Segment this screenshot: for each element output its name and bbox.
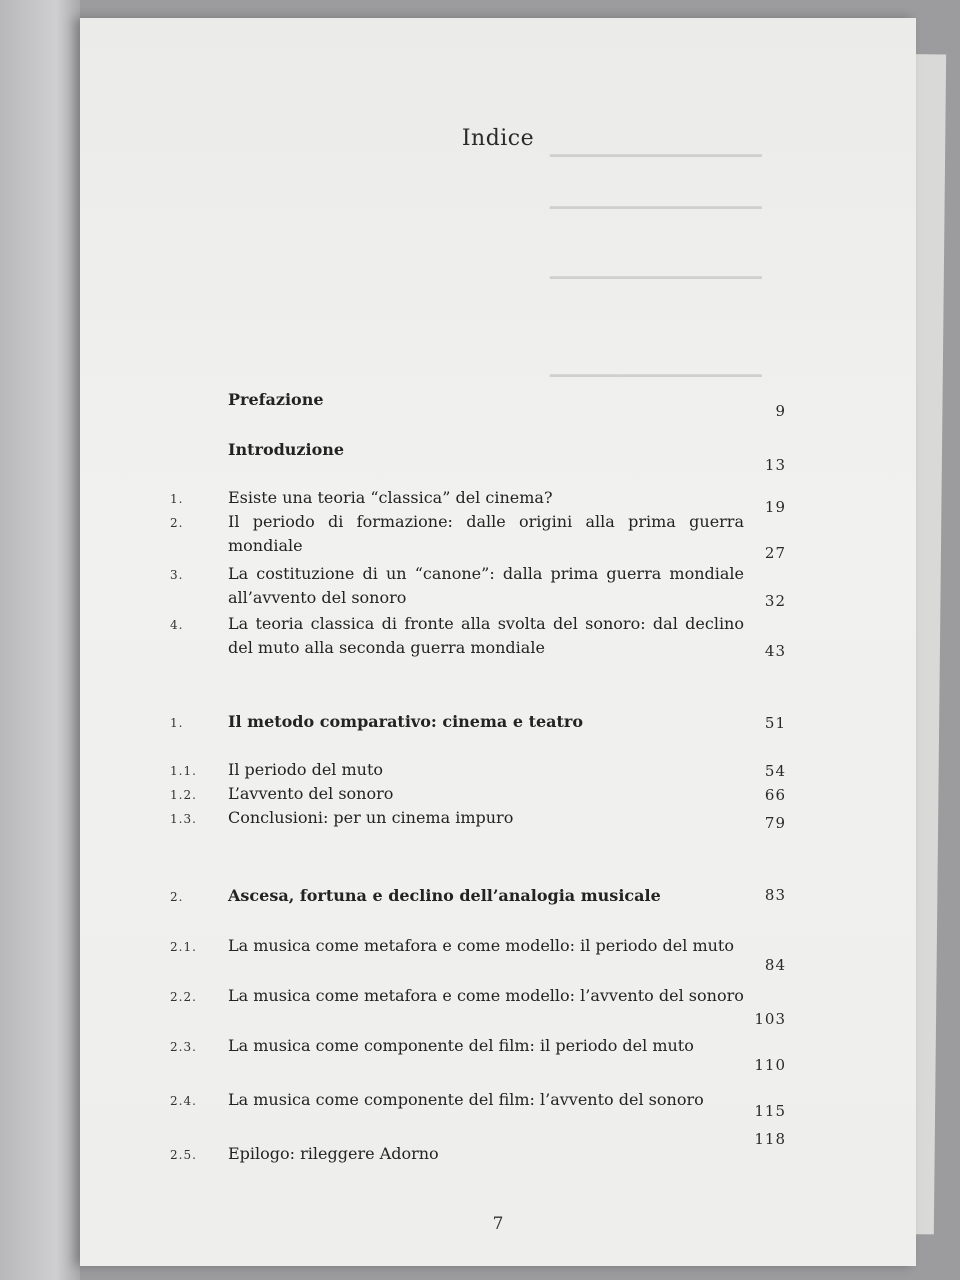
- index-title: Indice: [461, 126, 535, 151]
- entry-title: La musica come metafora e come modello: l’avvento del sonoro: [228, 986, 744, 1005]
- entry-title: Epilogo: rileggere Adorno: [228, 1144, 439, 1163]
- toc-entry: [80, 1034, 916, 1094]
- entry-title: L’avvento del sonoro: [228, 784, 394, 803]
- entry-number: 4.: [170, 618, 184, 632]
- show-through: ━━━━━━━━━━━━━━━━━━━━━━: [550, 268, 762, 287]
- entry-page: 83: [764, 886, 786, 904]
- entry-title: La musica come metafora e come modello: il periodo del muto: [228, 936, 734, 955]
- entry-page: 84: [764, 956, 786, 974]
- entry-page: 27: [764, 544, 786, 562]
- toc-entry: [80, 806, 916, 866]
- entry-number: 1.3.: [170, 812, 197, 826]
- entry-page: 118: [754, 1130, 786, 1148]
- entry-page: 115: [754, 1102, 786, 1120]
- toc-entry: [80, 1088, 916, 1148]
- entry-page: 13: [764, 456, 786, 474]
- entry-title: Il metodo comparativo: cinema e teatro: [228, 712, 584, 731]
- entry-number: 2.4.: [170, 1094, 197, 1108]
- entry-number: 2.1.: [170, 940, 197, 954]
- entry-page: 66: [764, 786, 786, 804]
- entry-number: 3.: [170, 568, 184, 582]
- entry-number: 1.: [170, 492, 184, 506]
- entry-page: 9: [775, 402, 786, 420]
- facing-page-edge: [0, 0, 80, 1280]
- entry-title: Prefazione: [228, 390, 324, 409]
- entry-title: La teoria classica di fronte alla svolta del sonoro: dal declino del muto alla seconda guerra mondiale: [228, 614, 744, 657]
- entry-title: Conclusioni: per un cinema impuro: [228, 808, 514, 827]
- toc-entry: [80, 612, 916, 672]
- entry-title: La musica come componente del film: il periodo del muto: [228, 1036, 694, 1055]
- entry-title: La musica come componente del film: l’avvento del sonoro: [228, 1090, 704, 1109]
- entry-number: 2.: [170, 516, 184, 530]
- entry-page: 110: [754, 1056, 786, 1074]
- entry-title: La costituzione di un “canone”: dalla prima guerra mondiale all’avvento del sonoro: [228, 564, 744, 607]
- entry-page: 54: [764, 762, 786, 780]
- entry-title: Il periodo di formazione: dalle origini alla prima guerra mondiale: [228, 512, 744, 555]
- entry-title: Ascesa, fortuna e declino dell’analogia musicale: [228, 886, 661, 905]
- entry-page: 32: [764, 592, 786, 610]
- toc-entry: [80, 1130, 916, 1202]
- entry-number: 2.5.: [170, 1148, 197, 1162]
- entry-number: 2.3.: [170, 1040, 197, 1054]
- toc-entry: [80, 510, 916, 570]
- entry-title: Il periodo del muto: [228, 760, 384, 779]
- entry-page: 103: [754, 1010, 786, 1028]
- entry-number: 1.2.: [170, 788, 197, 802]
- page-number: 7: [492, 1214, 504, 1234]
- show-through: ━━━━━━━━━━━━━━━━━━━━━━: [550, 146, 762, 165]
- entry-number: 1.: [170, 716, 184, 730]
- entry-page: 51: [764, 714, 786, 732]
- entry-page: 79: [764, 814, 786, 832]
- show-through: ━━━━━━━━━━━━━━━━━━━━━━: [550, 198, 762, 217]
- show-through: ━━━━━━━━━━━━━━━━━━━━━━: [550, 366, 762, 385]
- entry-number: 2.2.: [170, 990, 197, 1004]
- entry-title: Esiste una teoria “classica” del cinema?: [228, 488, 553, 507]
- book-page: [80, 18, 916, 1266]
- entry-page: 43: [764, 642, 786, 660]
- entry-number: 2.: [170, 890, 184, 904]
- entry-page: 19: [764, 498, 786, 516]
- entry-title: Introduzione: [228, 440, 345, 459]
- entry-number: 1.1.: [170, 764, 197, 778]
